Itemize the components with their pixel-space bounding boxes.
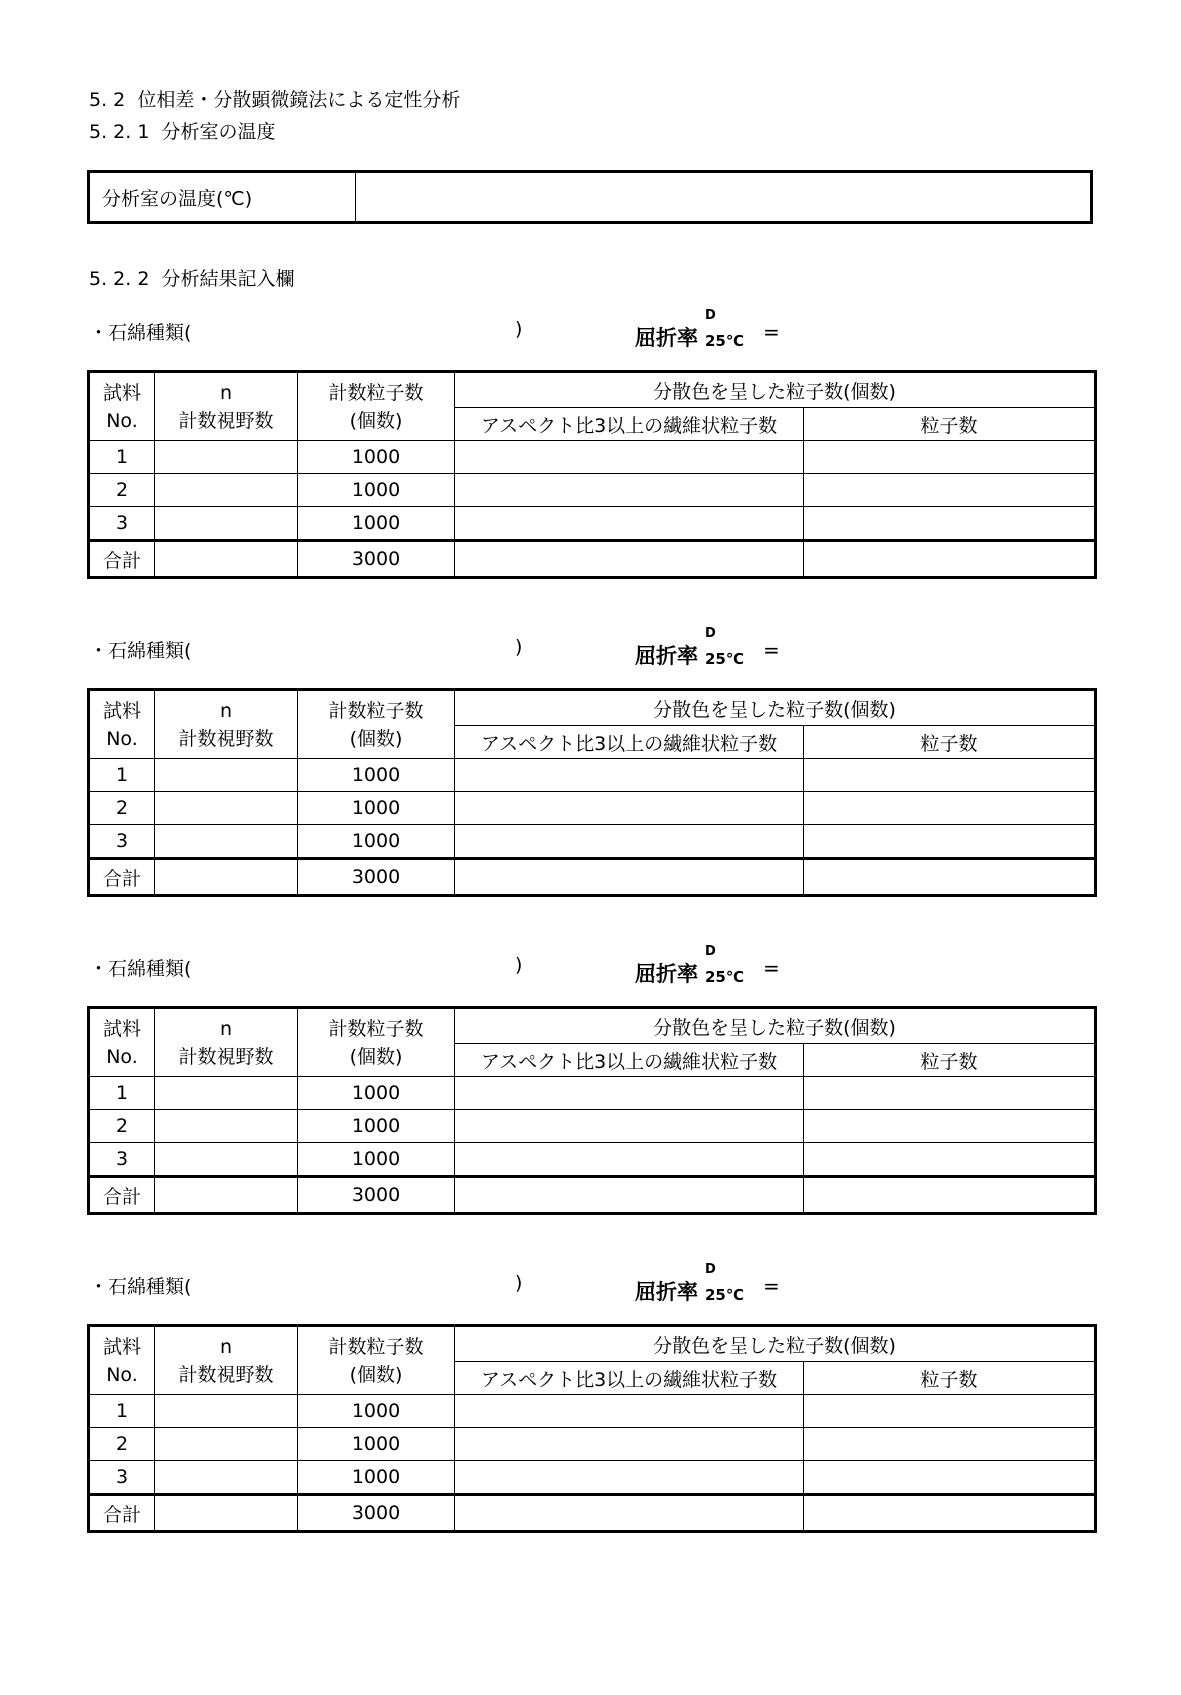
header-counted-particles: 計数粒子数 (個数) [298, 1008, 455, 1077]
refractive-index-sub: 25℃ [705, 332, 745, 350]
refractive-index [635, 1262, 781, 1308]
fibrous-cell[interactable] [455, 441, 804, 474]
count-cell: 1000 [298, 1428, 455, 1461]
refractive-index-sup: D [705, 308, 716, 323]
count-cell: 1000 [298, 759, 455, 792]
subsection-temperature-title: 5. 2. 1 分析室の温度 [89, 121, 276, 143]
total-count: 3000 [298, 1495, 455, 1532]
header-counted-particles: 計数粒子数 (個数) [298, 690, 455, 759]
count-table [87, 688, 1097, 897]
sample-no: 2 [89, 474, 155, 507]
block-header [87, 306, 1094, 356]
fibrous-cell[interactable] [455, 1428, 804, 1461]
table-row [89, 1110, 1096, 1143]
asbestos-type-label: ・石綿種類( [89, 322, 192, 344]
sample-no: 3 [89, 1461, 155, 1495]
sample-no: 1 [89, 441, 155, 474]
n-cell[interactable] [155, 825, 298, 859]
table-row [89, 1395, 1096, 1428]
refractive-index-equals: = [763, 1274, 780, 1298]
sample-no: 2 [89, 1110, 155, 1143]
refractive-index-sub: 25℃ [705, 968, 745, 986]
particles-cell[interactable] [804, 759, 1096, 792]
particles-cell[interactable] [804, 1428, 1096, 1461]
result-block-2 [87, 624, 1094, 897]
header-fibrous: アスペクト比3以上の繊維状粒子数 [455, 726, 804, 759]
count-cell: 1000 [298, 441, 455, 474]
refractive-index-sub: 25℃ [705, 1286, 745, 1304]
header-n-fields: n 計数視野数 [155, 690, 298, 759]
particles-cell[interactable] [804, 1395, 1096, 1428]
n-total-cell[interactable] [155, 1495, 298, 1532]
asbestos-type-close: ) [515, 318, 523, 340]
count-cell: 1000 [298, 1077, 455, 1110]
particles-cell[interactable] [804, 792, 1096, 825]
refractive-index-equals: = [763, 956, 780, 980]
count-cell: 1000 [298, 1461, 455, 1495]
subsection-results-title: 5. 2. 2 分析結果記入欄 [89, 268, 295, 290]
n-cell[interactable] [155, 1461, 298, 1495]
refractive-index-equals: = [763, 638, 780, 662]
total-row [89, 541, 1096, 578]
count-cell: 1000 [298, 1143, 455, 1177]
header-particles: 粒子数 [804, 726, 1096, 759]
count-cell: 1000 [298, 792, 455, 825]
n-total-cell[interactable] [155, 541, 298, 578]
header-dispersion: 分散色を呈した粒子数(個数) [455, 372, 1096, 408]
sample-no: 2 [89, 1428, 155, 1461]
sample-no: 3 [89, 507, 155, 541]
refractive-index-label: 屈折率 [635, 326, 698, 350]
header-counted-particles: 計数粒子数 (個数) [298, 1326, 455, 1395]
n-cell[interactable] [155, 1077, 298, 1110]
particles-total-cell[interactable] [804, 1495, 1096, 1532]
header-sample-no: 試料 No. [89, 372, 155, 441]
total-count: 3000 [298, 541, 455, 578]
block-header [87, 942, 1094, 992]
result-block-3 [87, 942, 1094, 1215]
fibrous-cell[interactable] [455, 825, 804, 859]
fibrous-cell[interactable] [455, 1110, 804, 1143]
asbestos-type-close: ) [515, 1272, 523, 1294]
particles-cell[interactable] [804, 507, 1096, 541]
header-n-fields: n 計数視野数 [155, 1008, 298, 1077]
refractive-index-sup: D [705, 944, 716, 959]
table-row [89, 1143, 1096, 1177]
total-row [89, 1495, 1096, 1532]
count-table [87, 1006, 1097, 1215]
n-total-cell[interactable] [155, 859, 298, 896]
n-cell[interactable] [155, 1143, 298, 1177]
fibrous-cell[interactable] [455, 507, 804, 541]
table-row [89, 825, 1096, 859]
particles-total-cell[interactable] [804, 859, 1096, 896]
n-total-cell[interactable] [155, 1177, 298, 1214]
refractive-index-sup: D [705, 626, 716, 641]
header-sample-no: 試料 No. [89, 690, 155, 759]
refractive-index-label: 屈折率 [635, 962, 698, 986]
total-row [89, 859, 1096, 896]
total-label: 合計 [89, 1495, 155, 1532]
count-cell: 1000 [298, 1110, 455, 1143]
refractive-index [635, 308, 781, 354]
table-row [89, 474, 1096, 507]
particles-cell[interactable] [804, 825, 1096, 859]
refractive-index-equals: = [763, 320, 780, 344]
sample-no: 1 [89, 1395, 155, 1428]
fibrous-total-cell[interactable] [455, 541, 804, 578]
refractive-index-sub: 25℃ [705, 650, 745, 668]
asbestos-type-label: ・石綿種類( [89, 1276, 192, 1298]
asbestos-type-close: ) [515, 954, 523, 976]
header-particles: 粒子数 [804, 1362, 1096, 1395]
n-cell[interactable] [155, 1395, 298, 1428]
header-fibrous: アスペクト比3以上の繊維状粒子数 [455, 408, 804, 441]
count-cell: 1000 [298, 1395, 455, 1428]
header-sample-no: 試料 No. [89, 1326, 155, 1395]
header-counted-particles: 計数粒子数 (個数) [298, 372, 455, 441]
fibrous-cell[interactable] [455, 1143, 804, 1177]
n-cell[interactable] [155, 759, 298, 792]
fibrous-cell[interactable] [455, 474, 804, 507]
header-sample-no: 試料 No. [89, 1008, 155, 1077]
particles-total-cell[interactable] [804, 541, 1096, 578]
refractive-index [635, 944, 781, 990]
table-row [89, 507, 1096, 541]
n-cell[interactable] [155, 1428, 298, 1461]
count-table [87, 370, 1097, 579]
refractive-index-label: 屈折率 [635, 644, 698, 668]
fibrous-cell[interactable] [455, 792, 804, 825]
fibrous-cell[interactable] [455, 1395, 804, 1428]
header-dispersion: 分散色を呈した粒子数(個数) [455, 690, 1096, 726]
fibrous-total-cell[interactable] [455, 1177, 804, 1214]
refractive-index-sup: D [705, 1262, 716, 1277]
particles-cell[interactable] [804, 441, 1096, 474]
fibrous-total-cell[interactable] [455, 859, 804, 896]
n-cell[interactable] [155, 474, 298, 507]
header-fibrous: アスペクト比3以上の繊維状粒子数 [455, 1362, 804, 1395]
asbestos-type-label: ・石綿種類( [89, 958, 192, 980]
table-row [89, 1077, 1096, 1110]
header-fibrous: アスペクト比3以上の繊維状粒子数 [455, 1044, 804, 1077]
table-row [89, 1428, 1096, 1461]
count-table [87, 1324, 1097, 1533]
fibrous-cell[interactable] [455, 1077, 804, 1110]
header-dispersion: 分散色を呈した粒子数(個数) [455, 1008, 1096, 1044]
table-row [89, 1461, 1096, 1495]
sample-no: 3 [89, 825, 155, 859]
temperature-table [87, 170, 1093, 224]
result-block-1 [87, 306, 1094, 579]
block-header [87, 624, 1094, 674]
total-label: 合計 [89, 1177, 155, 1214]
particles-cell[interactable] [804, 1461, 1096, 1495]
particles-cell[interactable] [804, 1077, 1096, 1110]
sample-no: 1 [89, 759, 155, 792]
table-row [89, 792, 1096, 825]
particles-total-cell[interactable] [804, 1177, 1096, 1214]
result-block-4 [87, 1260, 1094, 1533]
total-row [89, 1177, 1096, 1214]
particles-cell[interactable] [804, 474, 1096, 507]
temperature-value-cell[interactable] [356, 173, 1090, 221]
fibrous-cell[interactable] [455, 759, 804, 792]
asbestos-type-close: ) [515, 636, 523, 658]
header-n-fields: n 計数視野数 [155, 372, 298, 441]
sample-no: 1 [89, 1077, 155, 1110]
refractive-index-label: 屈折率 [635, 1280, 698, 1304]
header-n-fields: n 計数視野数 [155, 1326, 298, 1395]
n-cell[interactable] [155, 507, 298, 541]
n-cell[interactable] [155, 441, 298, 474]
total-count: 3000 [298, 1177, 455, 1214]
section-title: 5. 2 位相差・分散顕微鏡法による定性分析 [89, 89, 461, 111]
fibrous-cell[interactable] [455, 1461, 804, 1495]
n-cell[interactable] [155, 792, 298, 825]
asbestos-type-label: ・石綿種類( [89, 640, 192, 662]
header-dispersion: 分散色を呈した粒子数(個数) [455, 1326, 1096, 1362]
sample-no: 3 [89, 1143, 155, 1177]
temperature-label: 分析室の温度(℃) [90, 173, 356, 221]
count-cell: 1000 [298, 507, 455, 541]
table-row [89, 759, 1096, 792]
total-label: 合計 [89, 859, 155, 896]
table-row [89, 441, 1096, 474]
particles-cell[interactable] [804, 1110, 1096, 1143]
total-count: 3000 [298, 859, 455, 896]
fibrous-total-cell[interactable] [455, 1495, 804, 1532]
refractive-index [635, 626, 781, 672]
header-particles: 粒子数 [804, 408, 1096, 441]
total-label: 合計 [89, 541, 155, 578]
sample-no: 2 [89, 792, 155, 825]
header-particles: 粒子数 [804, 1044, 1096, 1077]
count-cell: 1000 [298, 825, 455, 859]
n-cell[interactable] [155, 1110, 298, 1143]
block-header [87, 1260, 1094, 1310]
particles-cell[interactable] [804, 1143, 1096, 1177]
count-cell: 1000 [298, 474, 455, 507]
